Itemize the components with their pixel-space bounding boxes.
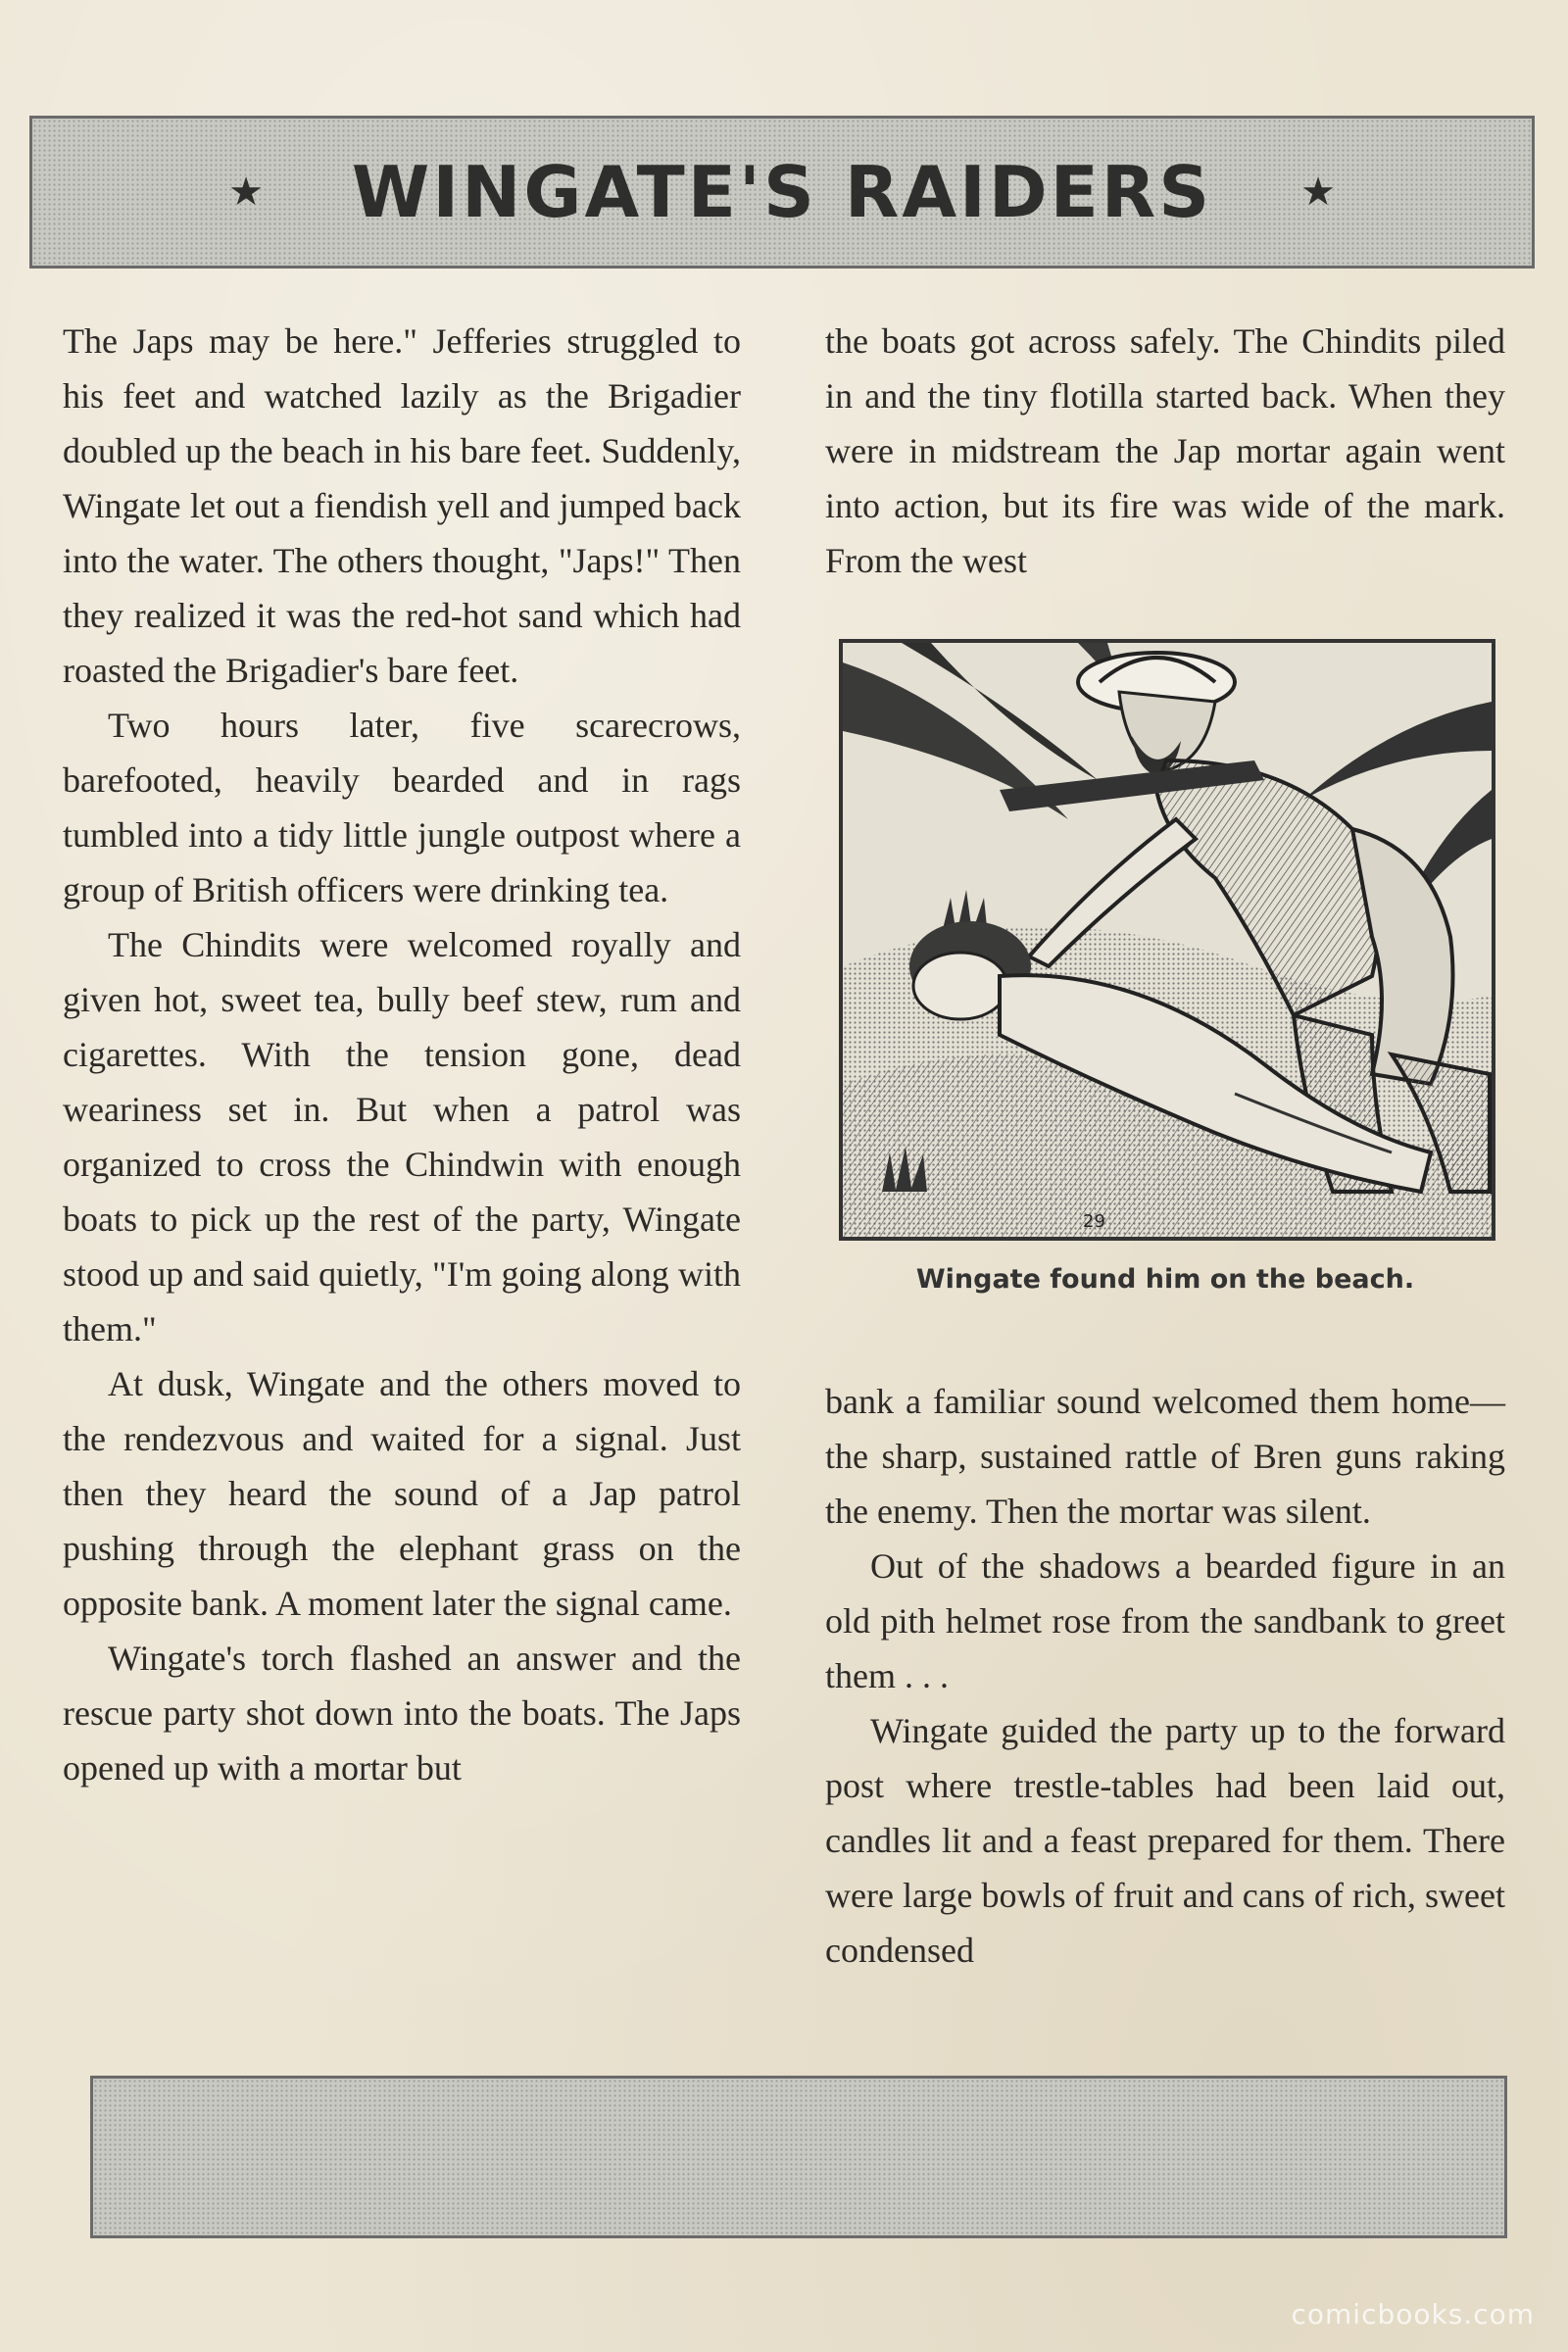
- paragraph: Wingate guided the party up to the forward post where trestle-tables had been laid out, candles lit and a feast prepared for them. There were large bowls of fruit and cans of rich, sweet condensed: [825, 1711, 1505, 1970]
- panel-number: 29: [1083, 1211, 1105, 1232]
- title-banner: [29, 116, 1535, 269]
- left-text-column: [63, 314, 741, 1795]
- right-text-column-bottom: [825, 1374, 1505, 1978]
- paragraph: Two hours later, five scarecrows, barefooted, heavily bearded and in rags tumbled into a tidy little jungle outpost where a group of British officers were drinking tea.: [63, 706, 741, 909]
- paragraph: The Chindits were welcomed royally and given hot, sweet tea, bully beef stew, rum and cigarettes. With the tension gone, dead weariness set in. But when a patrol was organized to cross the Chindwin with enough boats to pick up the rest of the party, Wingate stood up and said quietly, "I'm going along with them.": [63, 925, 741, 1348]
- illustration-caption: Wingate found him on the beach.: [915, 1264, 1415, 1295]
- star-icon: ★: [228, 170, 264, 215]
- paragraph: Wingate's torch flashed an answer and the rescue party shot down into the boats. The Japs opened up with a mortar but: [63, 1639, 741, 1788]
- page-title: WINGATE'S RAIDERS: [351, 151, 1213, 233]
- right-text-column-top: [825, 314, 1505, 588]
- paragraph: bank a familiar sound welcomed them home—the sharp, sustained rattle of Bren guns raking the enemy. Then the mortar was silent.: [825, 1382, 1505, 1531]
- watermark: comicbooks.com: [1291, 2298, 1535, 2330]
- illustration-drawing: [843, 643, 1492, 1237]
- paragraph: The Japs may be here." Jefferies struggled to his feet and watched lazily as the Brigadier doubled up the beach in his bare feet. Suddenly, Wingate let out a fiendish yell and jumped back into the water. The others thought, "Japs!" Then they realized it was the red-hot sand which had roasted the Brigadier's bare feet.: [63, 321, 741, 690]
- paragraph: Out of the shadows a bearded figure in an old pith helmet rose from the sandbank to greet them . . .: [825, 1546, 1505, 1695]
- illustration: [839, 639, 1495, 1241]
- star-icon: ★: [1300, 170, 1336, 215]
- paragraph: At dusk, Wingate and the others moved to the rendezvous and waited for a signal. Just then they heard the sound of a Jap patrol pushing through the elephant grass on the opposite bank. A moment later the signal came.: [63, 1364, 741, 1623]
- paragraph: the boats got across safely. The Chindits piled in and the tiny flotilla started back. When they were in midstream the Jap mortar again went into action, but its fire was wide of the mark. From the west: [825, 321, 1505, 580]
- bottom-decorative-panel: [90, 2076, 1507, 2238]
